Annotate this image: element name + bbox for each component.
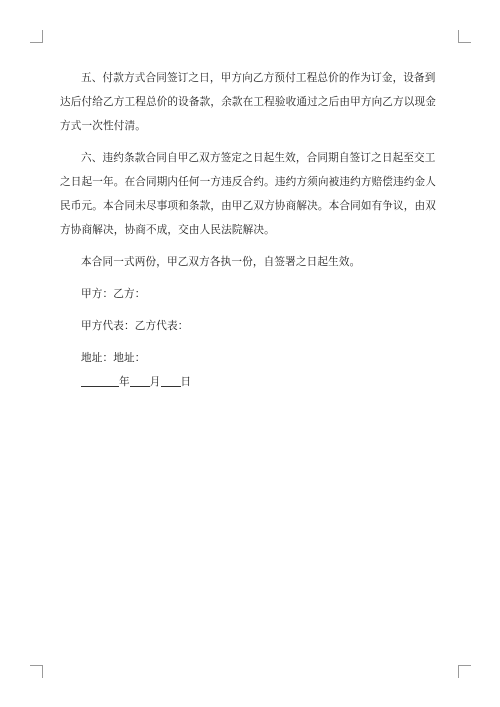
representatives-line: 甲方代表：乙方代表：	[81, 320, 189, 332]
day-blank[interactable]	[161, 374, 181, 387]
crop-mark-bottom-right	[458, 665, 471, 678]
day-label: 日	[180, 376, 192, 388]
year-label: 年	[119, 376, 130, 388]
parties-line: 甲方：乙方：	[81, 288, 146, 300]
breach-clause: 六、违约条款合同自甲乙双方签定之日起生效，合同期自签订之日起至交工之日起一年。在合同期内任何一方违反合约。违约方须向被违约方赔偿违约金人民币元。本合同未尽事项和条款，由甲乙双方协商解决。本合同如有争议，由双方协商解决，协商不成，交由人民法院解决。	[60, 152, 437, 236]
crop-mark-bottom-left	[30, 665, 43, 678]
payment-clause: 五、付款方式合同签订之日，甲方向乙方预付工程总价的作为订金，设备到达后付给乙方工程总价的设备款，余款在工程验收通过之后由甲方向乙方以现金方式一次性付清。	[60, 72, 437, 132]
copies-clause: 本合同一式两份，甲乙双方各执一份，自签署之日起生效。	[81, 256, 361, 268]
month-blank[interactable]	[130, 374, 150, 387]
month-label: 月	[149, 376, 161, 388]
date-line	[60, 370, 445, 394]
crop-mark-top-left	[30, 30, 43, 43]
crop-mark-top-right	[458, 30, 471, 43]
contract-body	[60, 66, 445, 394]
year-blank[interactable]	[81, 374, 119, 387]
address-line: 地址：地址：	[81, 352, 146, 364]
